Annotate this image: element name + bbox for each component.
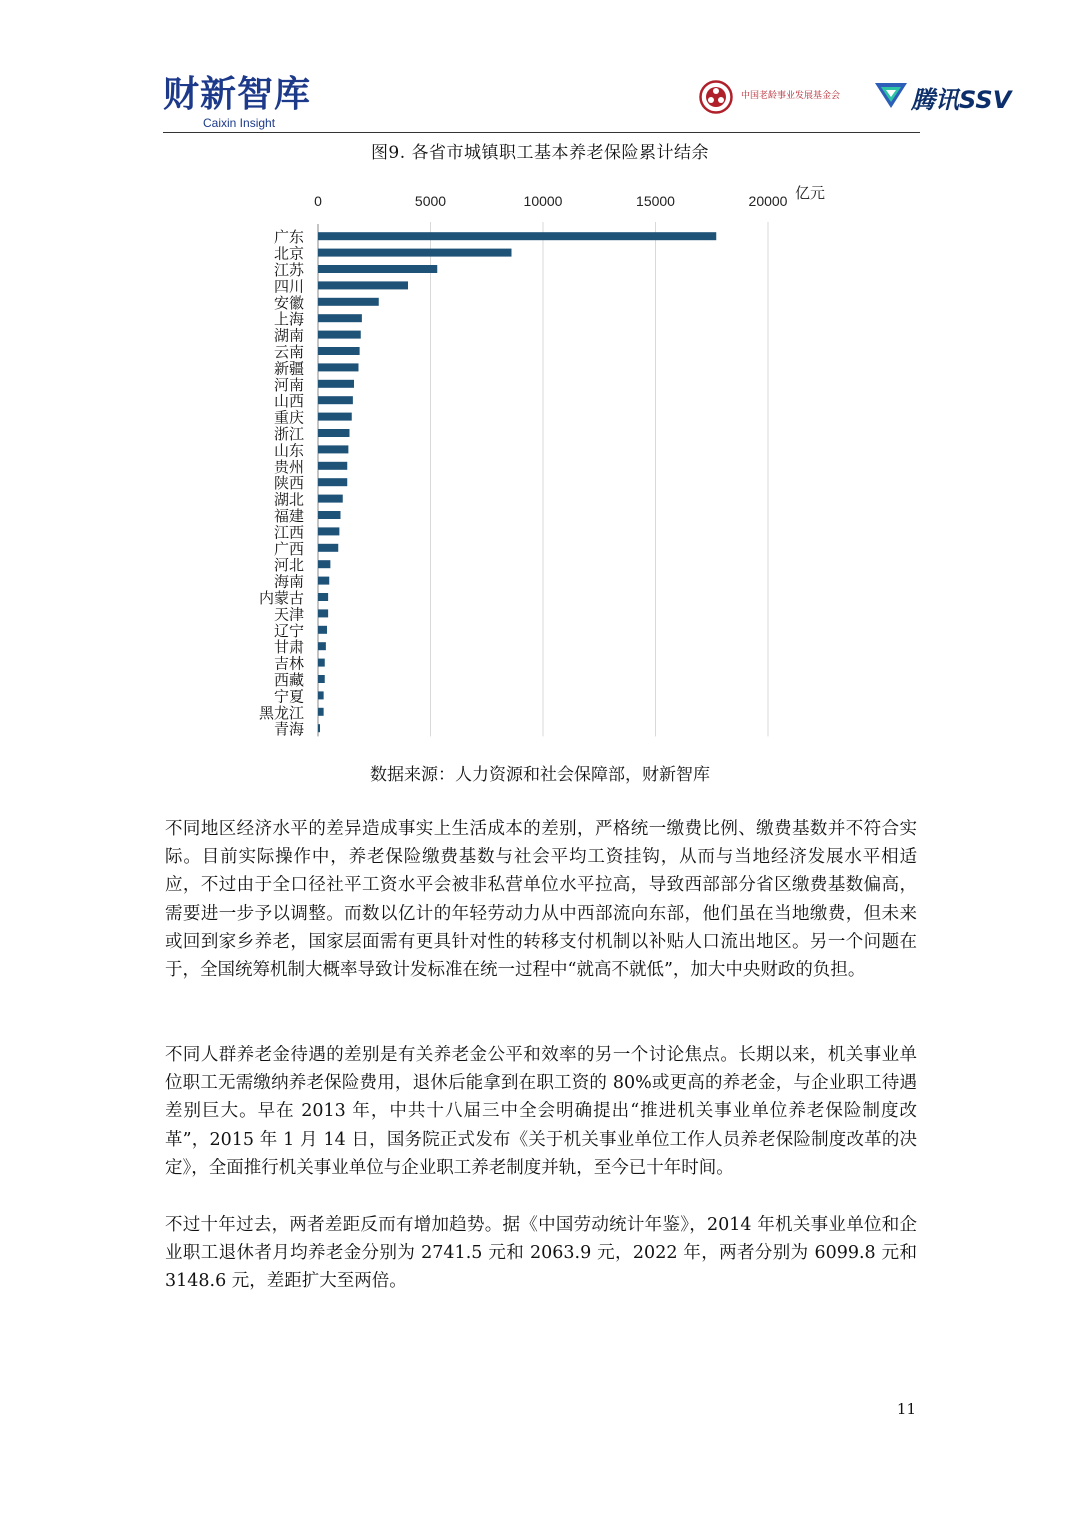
bar — [318, 363, 359, 371]
category-label: 吉林 — [273, 654, 304, 673]
body-paragraph-1: 不同地区经济水平的差异造成事实上生活成本的差别，严格统一缴费比例、缴费基数并不符合实际。目前实际操作中，养老保险缴费基数与社会平均工资挂钩，从而与当地经济发展水平相适应，不过由于全口径社平工资水平会被非私营单位水平拉高，导致西部部分省区缴费基数偏高，需要进一步予以调整。而数以亿计的年轻劳动力从中西部流向东部，他们虽在当地缴费，但未来或回到家乡养老，国家层面需有更具针对性的转移支付机制以补贴人口流出地区。另一个问题在于，全国统筹机制大概率导致计发标准在统一过程中“就高不就低”，加大中央财政的负担。 — [165, 819, 917, 981]
bar — [318, 511, 341, 519]
bar — [318, 708, 324, 716]
category-label: 湖北 — [273, 490, 304, 509]
category-label: 北京 — [273, 244, 304, 263]
category-label: 甘肃 — [273, 638, 304, 657]
bar — [318, 478, 347, 486]
ssv-logo-text: 腾讯SSV — [911, 86, 1012, 114]
bar — [318, 724, 320, 732]
category-label: 江苏 — [273, 261, 304, 279]
x-tick-label: 5000 — [414, 193, 447, 209]
category-label: 山东 — [273, 441, 304, 460]
category-label: 云南 — [273, 343, 304, 361]
bar — [318, 609, 328, 617]
caixin-logo-text: 财新智库 — [163, 74, 312, 115]
x-tick-label: 15000 — [636, 193, 675, 209]
category-label: 广东 — [273, 228, 304, 247]
category-label: 黑龙江 — [258, 703, 304, 722]
category-label: 辽宁 — [273, 621, 304, 640]
bar — [318, 347, 360, 355]
bar — [318, 380, 354, 388]
category-label: 河南 — [273, 375, 304, 394]
bar — [318, 265, 437, 273]
category-label: 陕西 — [273, 474, 304, 493]
category-label: 江西 — [273, 523, 304, 542]
category-label: 浙江 — [273, 425, 304, 443]
bar — [318, 691, 324, 699]
category-label: 上海 — [273, 310, 304, 329]
page-number: 11 — [896, 1400, 916, 1418]
header-divider — [163, 132, 920, 133]
category-label: 西藏 — [273, 671, 304, 689]
bar — [318, 659, 325, 667]
category-label: 山西 — [273, 392, 304, 411]
bar — [318, 577, 329, 585]
category-label: 海南 — [273, 572, 304, 591]
category-label: 新疆 — [273, 359, 304, 378]
category-label: 湖南 — [273, 326, 304, 345]
bar — [318, 544, 338, 552]
x-tick-label: 20000 — [748, 193, 788, 209]
bar — [318, 314, 362, 322]
bar — [318, 429, 350, 437]
caixin-logo-subtitle: Caixin Insight — [203, 116, 276, 130]
bar — [318, 495, 343, 503]
bar — [318, 445, 348, 453]
page-header — [163, 74, 1012, 134]
pension-balance-bar-chart — [250, 178, 850, 738]
bar — [318, 642, 326, 650]
bar — [318, 626, 327, 634]
category-label: 天津 — [273, 605, 304, 624]
category-label: 广西 — [273, 539, 304, 558]
bar — [318, 413, 352, 421]
bar — [318, 249, 512, 257]
bar — [318, 396, 353, 404]
category-label: 青海 — [273, 720, 304, 738]
ssv-logo-icon — [873, 80, 909, 110]
category-label: 安徽 — [273, 293, 304, 312]
body-paragraph-2: 不同人群养老金待遇的差别是有关养老金公平和效率的另一个讨论焦点。长期以来，机关事业单位职工无需缴纳养老保险费用，退休后能拿到在职工资的 80%或更高的养老金，与企业职工待遇差别巨大。早在 2013 年，中共十八届三中全会明确提出“推进机关事业单位养老保险制度改革”，2015 年 1 月 14 日，国务院正式发布《关于机关事业单位工作人员养老保险制度改革的决定》，全面推行机关事业单位与企业职工养老制度并轨，至今已十年时间。 — [165, 1045, 917, 1178]
bar — [318, 331, 361, 339]
body-paragraph-3: 不过十年过去，两者差距反而有增加趋势。据《中国劳动统计年鉴》，2014 年机关事业单位和企业职工退休者月均养老金分别为 2741.5 元和 2063.9 元，2022 年，两者分别为 6099.8 元和 3148.6 元，差距扩大至两倍。 — [165, 1215, 917, 1292]
bar — [318, 281, 408, 289]
category-label: 贵州 — [273, 457, 304, 476]
bar — [318, 527, 339, 535]
bar — [318, 232, 716, 240]
figure-source: 数据来源：人力资源和社会保障部，财新智库 — [370, 765, 710, 785]
category-label: 四川 — [273, 277, 304, 296]
category-label: 宁夏 — [273, 687, 304, 706]
bar — [318, 675, 325, 683]
x-tick-label: 10000 — [523, 193, 563, 209]
foundation-name: 中国老龄事业发展基金会 — [741, 91, 841, 101]
category-label: 内蒙古 — [258, 589, 304, 607]
bar — [318, 593, 328, 601]
category-label: 重庆 — [273, 408, 304, 427]
category-label: 河北 — [273, 556, 304, 575]
bar — [318, 298, 379, 306]
figure-title: 图9. 各省市城镇职工基本养老保险累计结余 — [370, 143, 710, 163]
foundation-logo-icon — [699, 80, 733, 114]
x-tick-label: 0 — [314, 193, 322, 209]
bar — [318, 462, 347, 470]
unit-label: 亿元 — [794, 184, 826, 202]
category-label: 福建 — [273, 507, 304, 525]
bar — [318, 560, 330, 568]
